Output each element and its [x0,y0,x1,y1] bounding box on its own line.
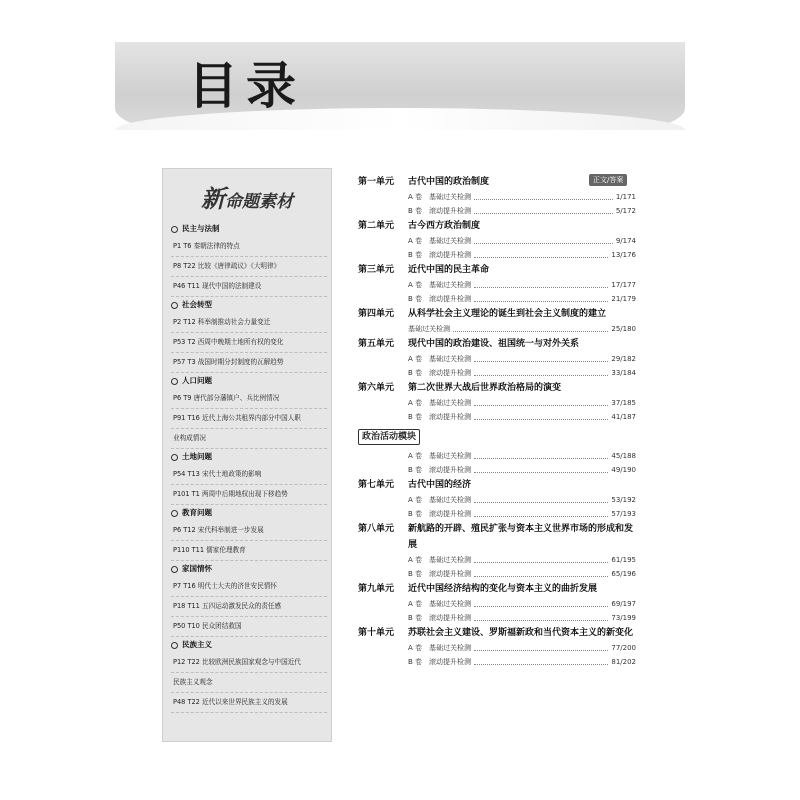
toc-entry[interactable] [358,204,636,218]
toc-entry-page: 5/172 [615,207,636,215]
toc-entry[interactable] [358,396,636,410]
section-tag: 正文/答案 [589,174,627,186]
toc-entry[interactable] [358,655,636,669]
dot-leader [474,292,608,302]
dot-leader [453,322,608,332]
toc-entry-label: A 卷 基础过关检测 [408,237,472,245]
sidebar-category [171,449,327,465]
sidebar-category-label: 社会转型 [182,300,212,309]
unit-number: 第五单元 [358,339,395,349]
sidebar-list [171,221,327,713]
dot-leader [474,234,613,244]
toc-entry-label: A 卷 基础过关检测 [408,399,472,407]
toc-entry[interactable] [358,352,636,366]
sidebar-item: P46 T11 现代中国的法制建设 [171,277,327,297]
unit-number: 第三单元 [358,265,395,275]
sidebar-item: P7 T16 明代士大夫的济世安民情怀 [171,577,327,597]
dot-leader [474,248,608,258]
sidebar-category-label: 土地问题 [182,452,212,461]
unit-number: 第四单元 [358,309,395,319]
toc-entry[interactable] [358,567,636,581]
toc-entry-page: 53/192 [611,496,636,504]
sidebar-category [171,637,327,653]
toc-entry[interactable] [358,597,636,611]
unit-title: 苏联社会主义建设、罗斯福新政和当代资本主义的新变化 [408,628,634,638]
toc-entry[interactable] [358,410,636,424]
toc-entry-page: 9/174 [615,237,636,245]
dot-leader [474,567,608,577]
toc-entry-label: B 卷 滚动提升检测 [408,295,472,303]
bullet-icon [171,226,178,233]
toc-entry-label: B 卷 滚动提升检测 [408,466,472,474]
unit-title: 古代中国的经济 [408,480,472,490]
unit-heading [358,218,636,234]
sidebar-item: P50 T10 民众团结救国 [171,617,327,637]
unit-heading [358,581,636,597]
dot-leader [474,352,608,362]
toc-entry-label: A 卷 基础过关检测 [408,600,472,608]
toc-entry[interactable] [358,553,636,567]
sidebar-item: P6 T12 宋代科举制进一步发展 [171,521,327,541]
toc-entry-label: A 卷 基础过关检测 [408,496,472,504]
sidebar-heading-rest: 命题素材 [225,192,293,212]
bullet-icon [171,642,178,649]
sidebar-category-label: 民族主义 [182,640,212,649]
toc-entry-label: B 卷 滚动提升检测 [408,207,472,215]
bullet-icon [171,378,178,385]
unit-heading [358,521,636,553]
toc-entry[interactable] [358,449,636,463]
toc-entry[interactable] [358,234,636,248]
toc-entry[interactable] [358,611,636,625]
unit-number: 第六单元 [358,383,395,393]
bullet-icon [171,566,178,573]
unit-title: 近代中国的民主革命 [408,265,490,275]
sidebar-category-label: 教育问题 [182,508,212,517]
page-title: 目录 [188,57,304,115]
sidebar-item: P6 T9 唐代部分藩镇户、兵比例情况 [171,389,327,409]
dot-leader [474,366,608,376]
unit-heading [358,336,636,352]
unit-number: 第一单元 [358,177,395,187]
unit-title: 古今西方政治制度 [408,221,481,231]
sidebar-category [171,221,327,237]
toc-entry-label: A 卷 基础过关检测 [408,355,472,363]
sidebar-item: P57 T3 战国时期分封制度的瓦解趋势 [171,353,327,373]
dot-leader [474,463,608,473]
unit-heading [358,174,636,190]
toc-entry-label: B 卷 滚动提升检测 [408,251,472,259]
toc-entry-page: 77/200 [611,644,636,652]
sidebar-heading-big: 新 [201,185,225,213]
toc-entry-page: 29/182 [611,355,636,363]
sidebar-category [171,297,327,313]
dot-leader [474,396,608,406]
toc-entry-label: 基础过关检测 [408,325,450,333]
unit-title: 现代中国的政治建设、祖国统一与对外关系 [408,339,580,349]
toc-entry-label: B 卷 滚动提升检测 [408,614,472,622]
toc-entry[interactable] [358,493,636,507]
toc-entry[interactable] [358,366,636,380]
unit-heading [358,262,636,278]
sidebar-panel [162,168,332,742]
sidebar-category [171,561,327,577]
toc-entry-label: A 卷 基础过关检测 [408,644,472,652]
sidebar-item: P91 T16 近代上海公共租界内部分中国人职 [171,409,327,429]
unit-title: 近代中国经济结构的变化与资本主义的曲折发展 [408,584,598,594]
toc-entry-label: B 卷 滚动提升检测 [408,658,472,666]
dot-leader [474,190,613,200]
toc-entry[interactable] [358,190,636,204]
toc-entry-page: 61/195 [611,556,636,564]
sidebar-item: P12 T22 比较欧洲民族国家观念与中国近代 [171,653,327,673]
bullet-icon [171,510,178,517]
unit-heading [358,306,636,322]
module-heading: 政治活动模块 [358,429,420,445]
toc-entry-page: 37/185 [611,399,636,407]
unit-number: 第八单元 [358,524,395,534]
toc-entry-page: 65/196 [611,570,636,578]
sidebar-category-label: 民主与法制 [182,224,220,233]
toc-entry[interactable] [358,278,636,292]
dot-leader [474,507,608,517]
dot-leader [474,655,608,665]
dot-leader [474,553,608,563]
dot-leader [474,410,608,420]
unit-number: 第九单元 [358,584,395,594]
toc-entry[interactable] [358,507,636,521]
unit-number: 第十单元 [358,628,395,638]
toc-entry[interactable] [358,463,636,477]
unit-title: 新航路的开辟、殖民扩张与资本主义世界市场的形成和发展 [408,524,634,550]
sidebar-item: 业构成情况 [171,429,327,449]
dot-leader [474,611,608,621]
toc-entry[interactable] [358,322,636,336]
sidebar-item: P54 T13 宋代土地政策的影响 [171,465,327,485]
sidebar-item: P101 T1 两周中后期地权出现下移趋势 [171,485,327,505]
toc-entry-page: 73/199 [611,614,636,622]
toc-entry-label: B 卷 滚动提升检测 [408,369,472,377]
toc-entry-page: 1/171 [615,193,636,201]
toc-entry-label: A 卷 基础过关检测 [408,556,472,564]
toc-entry-label: B 卷 滚动提升检测 [408,510,472,518]
toc-entry-page: 33/184 [611,369,636,377]
unit-number: 第七单元 [358,480,395,490]
unit-number: 第二单元 [358,221,395,231]
toc-entry-page: 17/177 [611,281,636,289]
sidebar-category [171,505,327,521]
sidebar-heading [163,179,331,214]
sidebar-item: P48 T22 近代以来世界民族主义的发展 [171,693,327,713]
toc-entry-page: 69/197 [611,600,636,608]
toc-entry-page: 13/176 [611,251,636,259]
unit-heading [358,625,636,641]
sidebar-item: P53 T2 西周中晚期土地所有权的变化 [171,333,327,353]
sidebar-item: P110 T11 儒家伦理教育 [171,541,327,561]
unit-title: 从科学社会主义理论的诞生到社会主义制度的建立 [408,309,607,319]
toc-entry-label: A 卷 基础过关检测 [408,452,472,460]
unit-title: 古代中国的政治制度 [408,177,490,187]
bullet-icon [171,302,178,309]
toc-entry-page: 57/193 [611,510,636,518]
table-of-contents [358,174,636,669]
dot-leader [474,204,613,214]
sidebar-category [171,373,327,389]
unit-heading [358,477,636,493]
dot-leader [474,641,608,651]
sidebar-category-label: 人口问题 [182,376,212,385]
sidebar-item: P8 T22 比较《唐律疏议》《大明律》 [171,257,327,277]
dot-leader [474,449,608,459]
sidebar-item: P18 T11 五四运动激发民众的责任感 [171,597,327,617]
dot-leader [474,278,608,288]
toc-entry-label: A 卷 基础过关检测 [408,193,472,201]
sidebar-item: P1 T6 秦朝法律的特点 [171,237,327,257]
bullet-icon [171,454,178,461]
toc-entry-label: A 卷 基础过关检测 [408,281,472,289]
toc-entry-page: 41/187 [611,413,636,421]
dot-leader [474,493,608,503]
unit-title: 第二次世界大战后世界政治格局的演变 [408,383,562,393]
toc-entry-page: 45/188 [611,452,636,460]
toc-entry-page: 81/202 [611,658,636,666]
unit-heading [358,380,636,396]
toc-entry-page: 21/179 [611,295,636,303]
sidebar-item: 民族主义观念 [171,673,327,693]
toc-entry-label: B 卷 滚动提升检测 [408,570,472,578]
toc-entry[interactable] [358,248,636,262]
toc-entry-label: B 卷 滚动提升检测 [408,413,472,421]
toc-entry[interactable] [358,641,636,655]
sidebar-category-label: 家国情怀 [182,564,212,573]
toc-entry-page: 25/180 [611,325,636,333]
dot-leader [474,597,608,607]
toc-entry-page: 49/190 [611,466,636,474]
toc-entry[interactable] [358,292,636,306]
sidebar-item: P2 T12 科举制推动社会力量变迁 [171,313,327,333]
